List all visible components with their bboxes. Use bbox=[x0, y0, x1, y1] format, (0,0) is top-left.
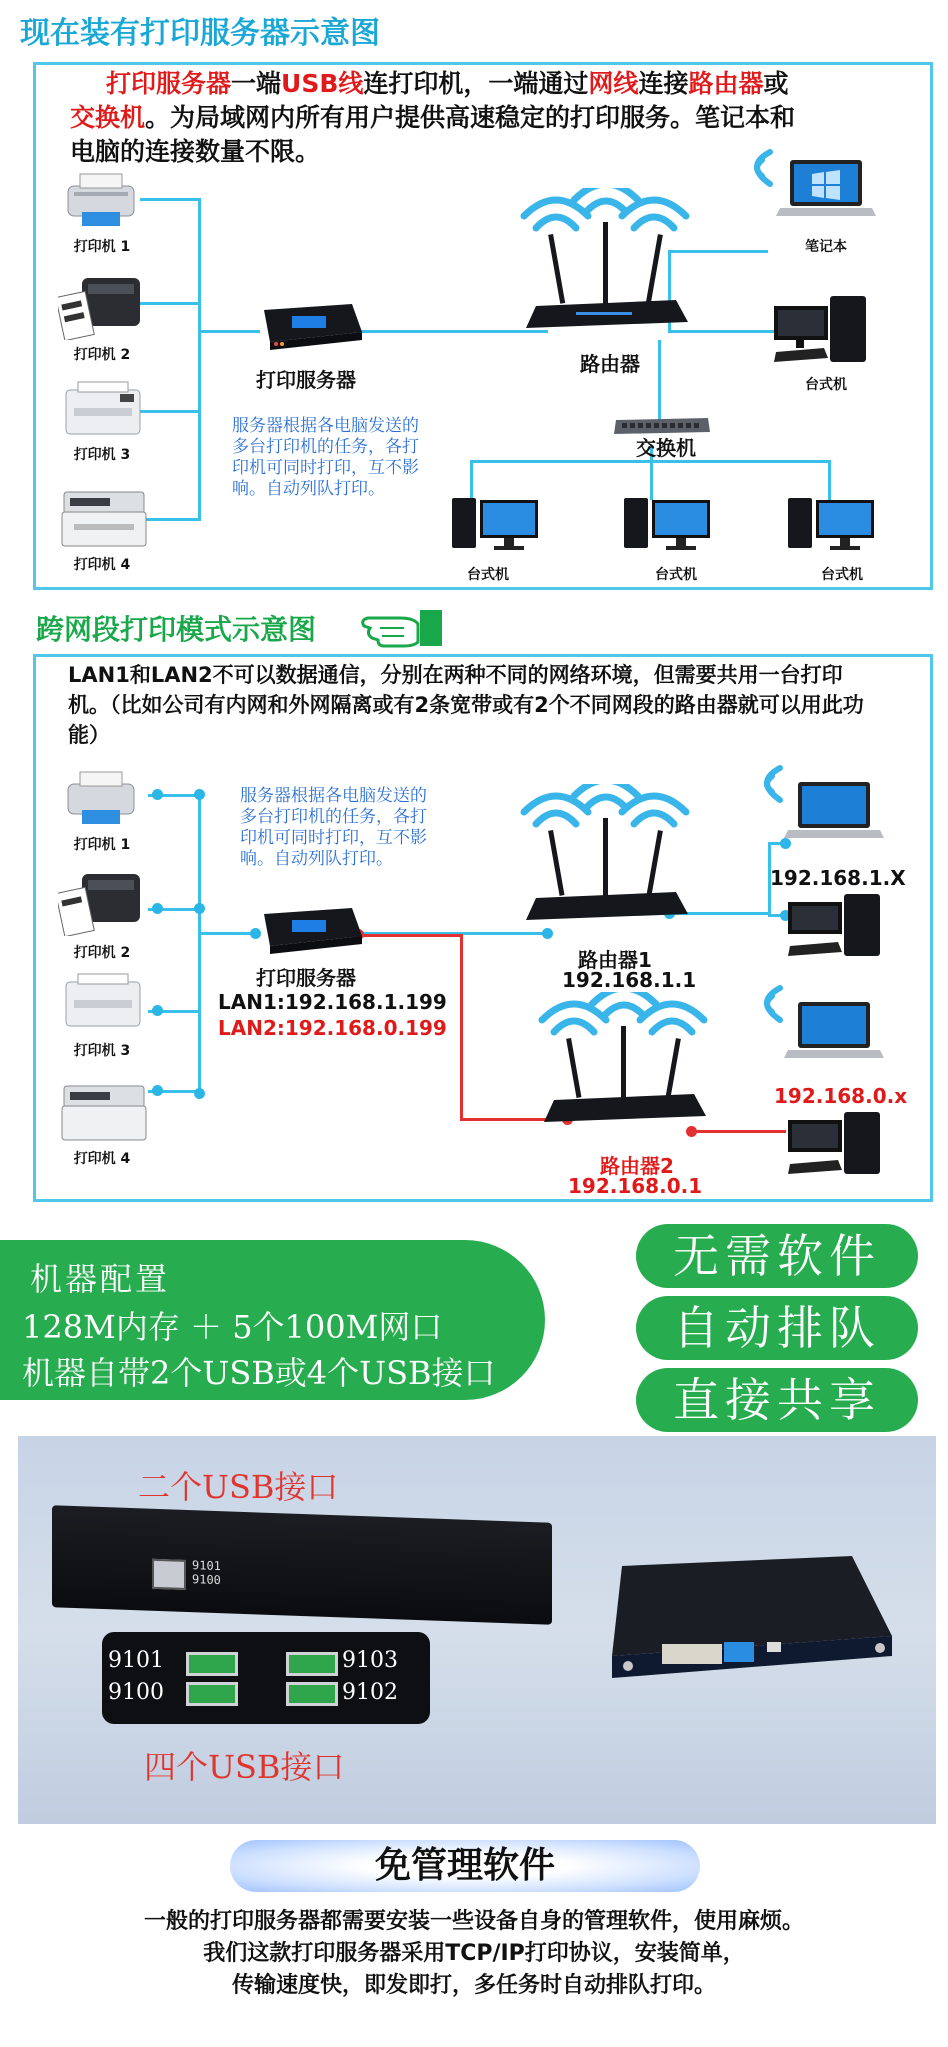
lan2-client-ip: 192.168.0.x bbox=[774, 1084, 908, 1108]
section1-intro bbox=[70, 67, 920, 169]
wifi-router-image bbox=[516, 784, 694, 940]
config-title: 机器配置 bbox=[30, 1260, 171, 1298]
printer-2-image bbox=[58, 868, 148, 936]
connection-dot bbox=[152, 903, 163, 914]
product-photo bbox=[18, 1436, 936, 1824]
desktop-label: 台式机 bbox=[655, 567, 697, 583]
four-usb-label: 四个USB接口 bbox=[144, 1748, 345, 1786]
printer-label: 打印机 3 bbox=[73, 447, 131, 463]
connector-line bbox=[198, 932, 258, 935]
intro-seg: 交换机 bbox=[70, 103, 146, 132]
config-line-1: 128M内存 ＋ 5个100M网口 bbox=[22, 1308, 443, 1346]
wifi-router-image bbox=[516, 188, 694, 348]
switch-label: 交换机 bbox=[636, 436, 696, 460]
connector-line bbox=[198, 198, 201, 521]
connection-dot bbox=[152, 1085, 163, 1096]
intro-seg: 连打印机，一端通过 bbox=[363, 69, 589, 98]
desktop-computer-image bbox=[622, 494, 714, 556]
feature-badge: 直接共享 bbox=[636, 1368, 918, 1432]
printer-1-image bbox=[60, 168, 142, 230]
printer-label: 打印机 1 bbox=[73, 837, 131, 853]
usb-port-pair bbox=[152, 1559, 186, 1590]
footer-line-3: 传输速度快，即发即打，多任务时自动排队打印。 bbox=[231, 1973, 716, 1998]
no-software-title: 免管理软件 bbox=[374, 1845, 555, 1886]
connection-dot bbox=[152, 789, 163, 800]
connection-dot bbox=[152, 1005, 163, 1016]
desktop-label: 台式机 bbox=[805, 377, 847, 393]
section1-title: 现在装有打印服务器示意图 bbox=[20, 16, 380, 51]
config-panel bbox=[0, 1240, 545, 1400]
lan2-address: LAN2:192.168.0.199 bbox=[218, 1016, 447, 1040]
footer-line-2: 我们这款打印服务器采用TCP/IP打印协议，安装简单， bbox=[203, 1941, 745, 1966]
desktop-computer-image bbox=[784, 1110, 894, 1176]
router1-label: 路由器1 bbox=[578, 948, 652, 972]
printer-label: 打印机 1 bbox=[73, 239, 131, 255]
print-server-label: 打印服务器 bbox=[256, 966, 356, 990]
port-number: 9101 bbox=[192, 1558, 221, 1574]
device-front-view bbox=[592, 1546, 902, 1686]
usb-port bbox=[186, 1682, 238, 1706]
lan2-line bbox=[460, 934, 463, 1120]
footer-line-1: 一般的打印服务器都需要安装一些设备自身的管理软件，使用麻烦。 bbox=[143, 1909, 804, 1934]
section2-title: 跨网段打印模式示意图 bbox=[36, 613, 317, 646]
printer-4-image bbox=[58, 486, 150, 550]
intro-seg: 打印服务器 bbox=[106, 69, 232, 98]
connection-dot bbox=[194, 903, 205, 914]
laptop-label: 笔记本 bbox=[805, 239, 847, 255]
connector-line bbox=[198, 794, 201, 1094]
desktop-computer-image bbox=[450, 494, 542, 556]
intro-seg: USB线 bbox=[281, 69, 364, 98]
four-usb-closeup bbox=[102, 1632, 430, 1724]
intro-seg: 网线 bbox=[588, 69, 639, 98]
intro-line-3: 电脑的连接数量不限。 bbox=[70, 137, 321, 166]
desktop-label: 台式机 bbox=[467, 567, 509, 583]
wifi-signal-icon bbox=[736, 140, 778, 192]
connector-line bbox=[140, 198, 200, 201]
laptop-image bbox=[784, 778, 884, 844]
feature-badge: 自动排队 bbox=[636, 1296, 918, 1360]
print-server-image bbox=[252, 300, 364, 352]
printer-label: 打印机 2 bbox=[73, 945, 131, 961]
section2-intro: LAN1和LAN2不可以数据通信，分别在两种不同的网络环境，但需要共用一台打印机。（比如公司有内网和外网隔离或有2条宽带或有2个不同网段的路由器就可以用此功能） bbox=[68, 663, 864, 747]
printer-label: 打印机 3 bbox=[73, 1043, 131, 1059]
port-number: 9100 bbox=[108, 1680, 164, 1705]
desktop-label: 台式机 bbox=[821, 567, 863, 583]
wifi-router-image bbox=[534, 992, 712, 1142]
port-number: 9101 bbox=[108, 1648, 164, 1673]
pointing-hand-icon bbox=[360, 604, 446, 650]
config-line-2: 机器自带2个USB或4个USB接口 bbox=[22, 1354, 496, 1392]
printer-label: 打印机 4 bbox=[73, 1151, 131, 1167]
connector-line bbox=[658, 340, 661, 420]
printer-label: 打印机 2 bbox=[73, 347, 131, 363]
printer-3-image bbox=[60, 970, 146, 1034]
intro-line-2 bbox=[70, 101, 920, 135]
printer-label: 打印机 4 bbox=[73, 557, 131, 573]
router1-ip: 192.168.1.1 bbox=[562, 968, 697, 992]
laptop-image bbox=[784, 998, 884, 1064]
wifi-signal-icon bbox=[746, 976, 788, 1028]
port-number: 9100 bbox=[192, 1572, 221, 1588]
printer-4-image bbox=[58, 1080, 150, 1144]
print-server-image bbox=[252, 904, 364, 956]
connector-line bbox=[140, 302, 200, 305]
desktop-computer-image bbox=[770, 292, 880, 366]
desktop-computer-image bbox=[784, 892, 894, 958]
port-number: 9102 bbox=[342, 1680, 398, 1705]
port-number: 9103 bbox=[342, 1648, 398, 1673]
printer-1-image bbox=[60, 766, 142, 828]
usb-port bbox=[186, 1652, 238, 1676]
intro-seg: 或 bbox=[763, 69, 789, 98]
usb-port bbox=[286, 1652, 338, 1676]
lan2-line bbox=[356, 934, 462, 937]
printer-2-image bbox=[58, 272, 148, 340]
scheduling-note: 服务器根据各电脑发送的多台打印机的任务，各打印机可同时打印，互不影响。自动列队打印。 bbox=[232, 416, 419, 499]
two-usb-label: 二个USB接口 bbox=[138, 1468, 339, 1506]
connection-dot bbox=[194, 1088, 205, 1099]
print-server-label: 打印服务器 bbox=[256, 368, 356, 392]
connector-line bbox=[198, 330, 260, 333]
device-side-view bbox=[52, 1505, 552, 1624]
no-software-badge bbox=[230, 1840, 700, 1892]
laptop-image bbox=[776, 156, 876, 222]
printer-3-image bbox=[60, 378, 146, 442]
intro-seg: 路由器 bbox=[688, 69, 764, 98]
scheduling-note: 服务器根据各电脑发送的多台打印机的任务，各打印机可同时打印，互不影响。自动列队打印。 bbox=[240, 786, 427, 869]
intro-seg: 。为局域网内所有用户提供高速稳定的打印服务。笔记本和 bbox=[145, 103, 796, 132]
intro-line-1 bbox=[70, 67, 920, 101]
feature-badge: 无需软件 bbox=[636, 1224, 918, 1288]
intro-seg: 一端 bbox=[231, 69, 282, 98]
wifi-signal-icon bbox=[746, 756, 788, 808]
router2-ip: 192.168.0.1 bbox=[568, 1174, 703, 1198]
router2-label: 路由器2 bbox=[600, 1154, 674, 1178]
desktop-computer-image bbox=[786, 494, 878, 556]
router-label: 路由器 bbox=[580, 352, 640, 376]
lan1-address: LAN1:192.168.1.199 bbox=[218, 990, 447, 1014]
usb-port bbox=[286, 1682, 338, 1706]
connection-dot bbox=[194, 789, 205, 800]
intro-seg: 连接 bbox=[638, 69, 689, 98]
lan1-client-ip: 192.168.1.X bbox=[770, 866, 906, 890]
connector-line bbox=[140, 410, 200, 413]
